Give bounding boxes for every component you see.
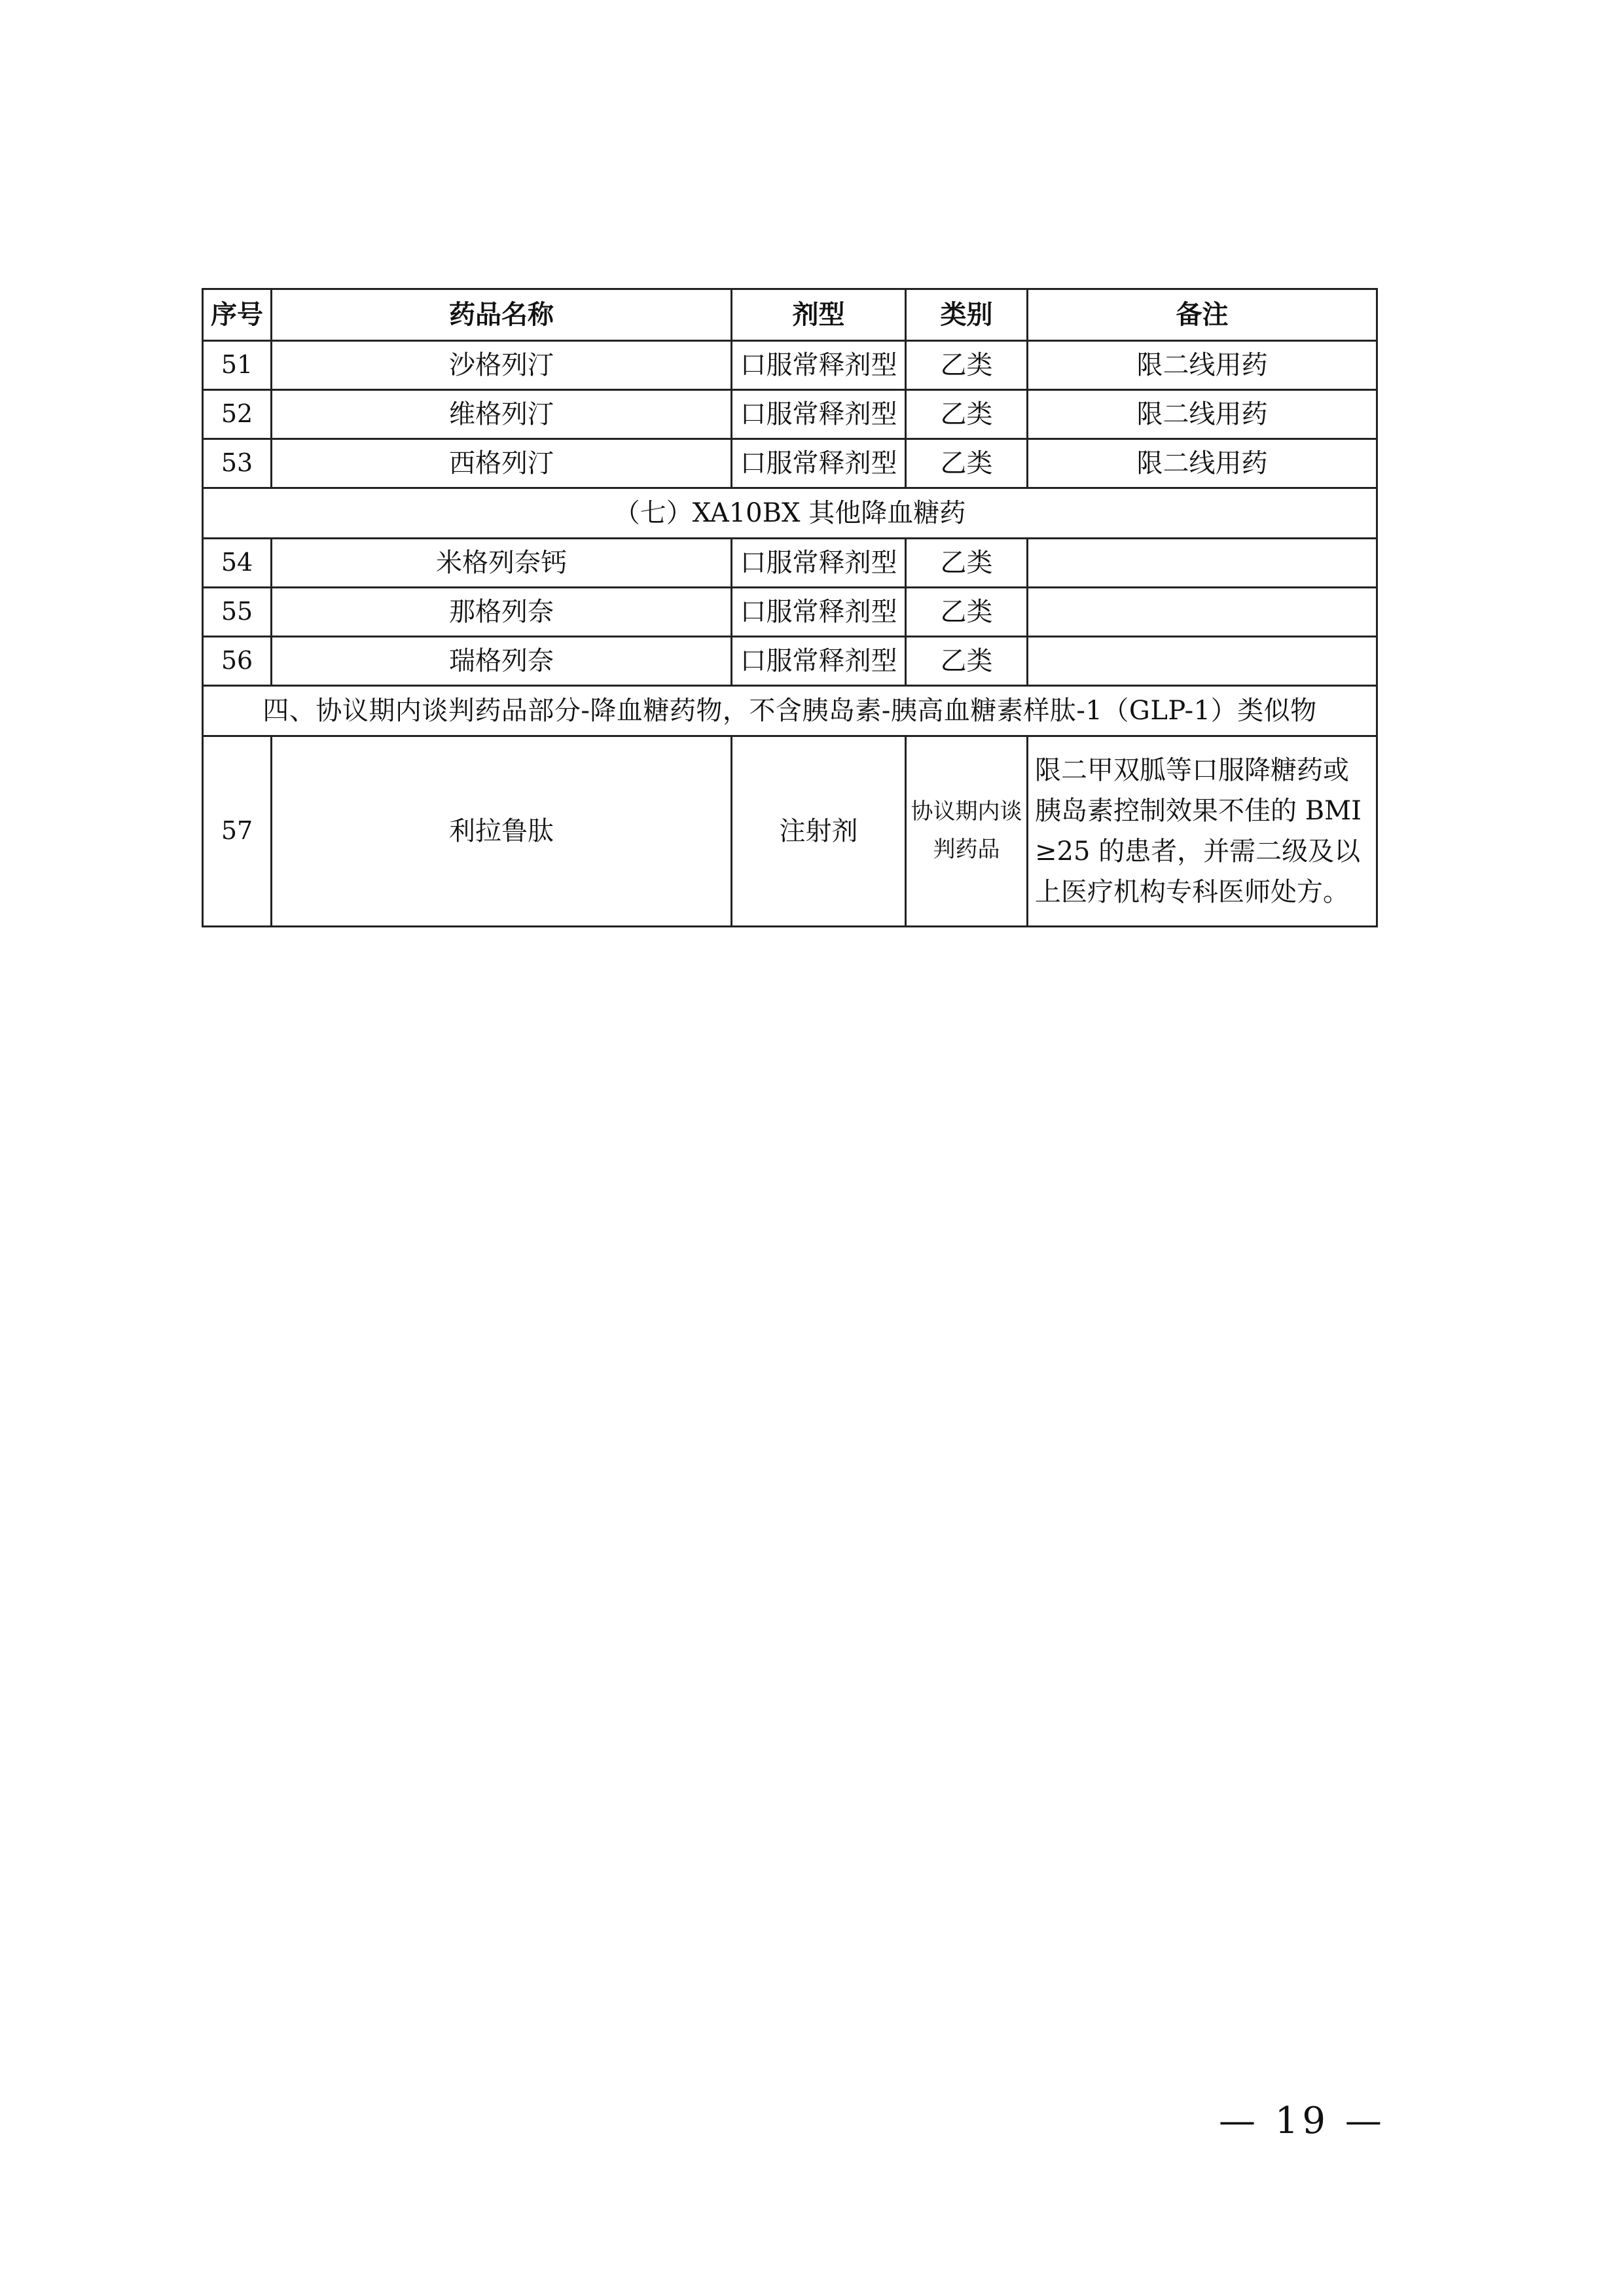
row-dosage-form: 口服常释剂型: [732, 439, 906, 488]
row-category: 乙类: [906, 341, 1028, 390]
row-drug-name: 瑞格列奈: [272, 637, 732, 686]
row-drug-name: 米格列奈钙: [272, 539, 732, 588]
row-index: 53: [203, 439, 272, 488]
header-drug-name: 药品名称: [272, 289, 732, 341]
row-note: 限二甲双胍等口服降糖药或胰岛素控制效果不佳的 BMI ≥25 的患者，并需二级及以上医疗机构专科医师处方。: [1028, 736, 1377, 927]
row-drug-name: 沙格列汀: [272, 341, 732, 390]
row-index: 52: [203, 390, 272, 439]
row-index: 51: [203, 341, 272, 390]
row-category: 乙类: [906, 539, 1028, 588]
row-drug-name: 那格列奈: [272, 588, 732, 637]
row-index: 56: [203, 637, 272, 686]
row-category: 乙类: [906, 588, 1028, 637]
header-note: 备注: [1028, 289, 1377, 341]
section-heading-row: [203, 686, 1377, 736]
header-category: 类别: [906, 289, 1028, 341]
table-row: [203, 539, 1377, 588]
row-dosage-form: 口服常释剂型: [732, 637, 906, 686]
row-dosage-form: 口服常释剂型: [732, 539, 906, 588]
category-heading-row: [203, 488, 1377, 539]
row-category: 协议期内谈判药品: [906, 736, 1028, 927]
row-dosage-form: 注射剂: [732, 736, 906, 927]
row-category: 乙类: [906, 390, 1028, 439]
row-note: [1028, 588, 1377, 637]
row-dosage-form: 口服常释剂型: [732, 390, 906, 439]
section-heading: 四、协议期内谈判药品部分-降血糖药物，不含胰岛素-胰高血糖素样肽-1（GLP-1）类似物: [203, 686, 1377, 736]
row-note: 限二线用药: [1028, 439, 1377, 488]
row-drug-name: 维格列汀: [272, 390, 732, 439]
page-number: — 19 —: [1219, 2100, 1386, 2142]
table-row: [203, 637, 1377, 686]
drug-list-table: [202, 288, 1378, 927]
row-note: 限二线用药: [1028, 341, 1377, 390]
row-category: 乙类: [906, 439, 1028, 488]
row-note: [1028, 539, 1377, 588]
row-index: 55: [203, 588, 272, 637]
table-row: [203, 588, 1377, 637]
row-drug-name: 西格列汀: [272, 439, 732, 488]
row-dosage-form: 口服常释剂型: [732, 341, 906, 390]
header-index: 序号: [203, 289, 272, 341]
table-header-row: [203, 289, 1377, 341]
row-index: 57: [203, 736, 272, 927]
row-dosage-form: 口服常释剂型: [732, 588, 906, 637]
table-row: [203, 390, 1377, 439]
table-row: [203, 439, 1377, 488]
header-dosage-form: 剂型: [732, 289, 906, 341]
table-row: [203, 736, 1377, 927]
category-heading: （七）XA10BX 其他降血糖药: [203, 488, 1377, 539]
row-drug-name: 利拉鲁肽: [272, 736, 732, 927]
table-row: [203, 341, 1377, 390]
row-note: [1028, 637, 1377, 686]
row-category: 乙类: [906, 637, 1028, 686]
row-index: 54: [203, 539, 272, 588]
row-note: 限二线用药: [1028, 390, 1377, 439]
